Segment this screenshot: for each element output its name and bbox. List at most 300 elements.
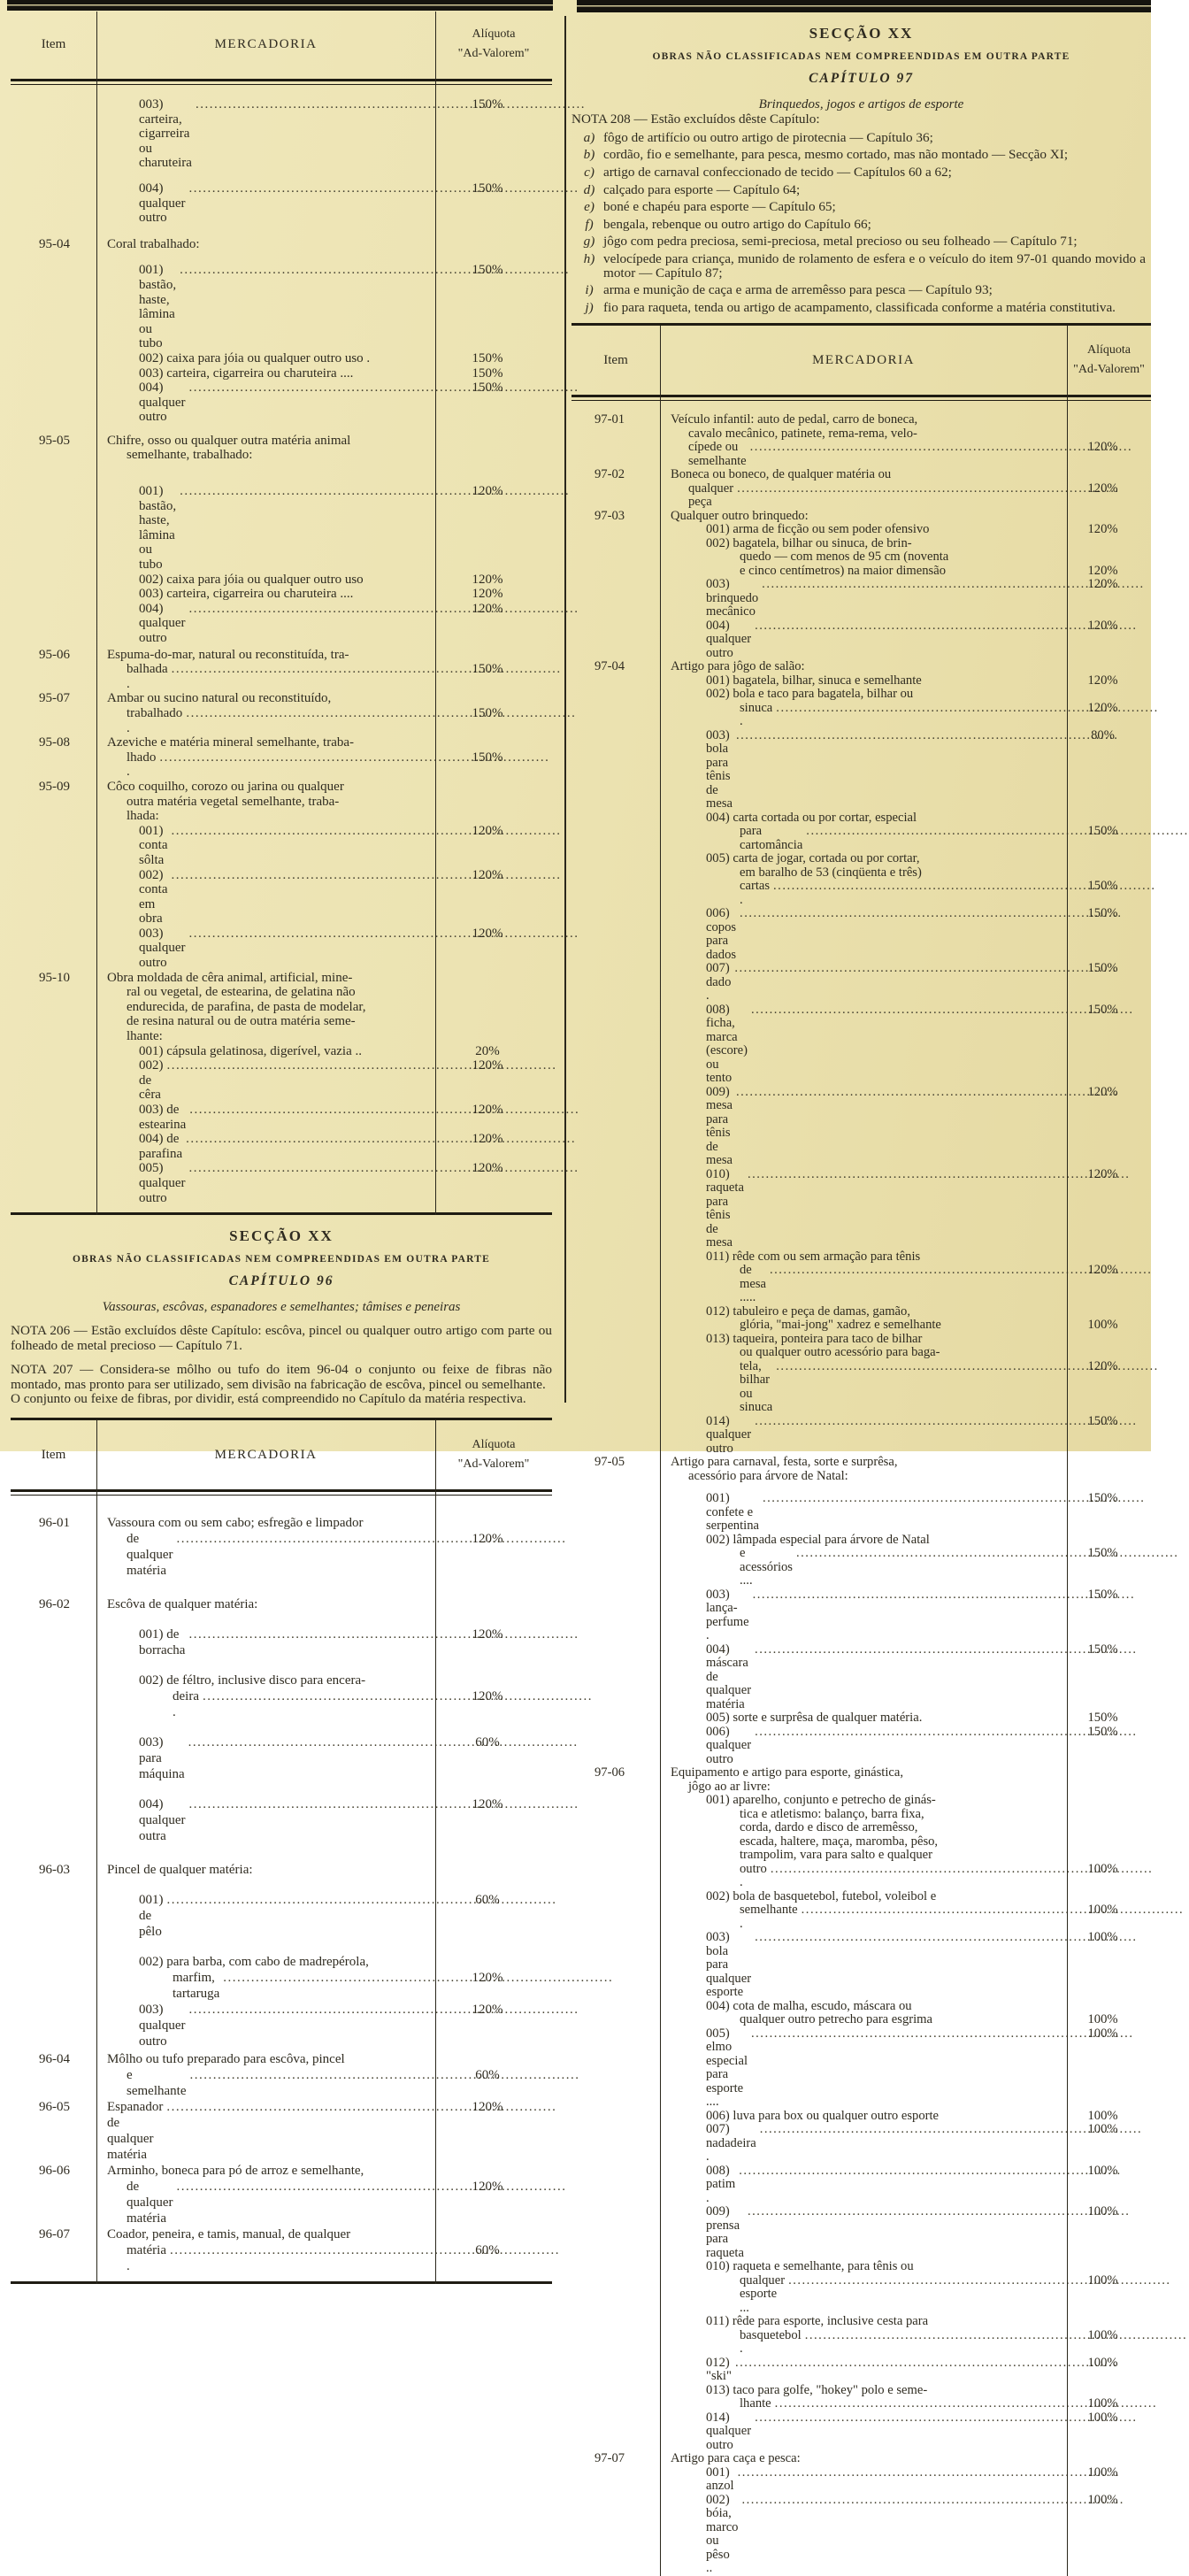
rate-value: 120%	[1087, 618, 1118, 633]
merchandise-text: 003) bola para qualquer esporte	[706, 1930, 755, 2000]
table-row	[571, 907, 1151, 962]
table-row	[11, 1626, 552, 1658]
rate-value: 120%	[472, 1797, 503, 1812]
item-code-empty	[11, 351, 96, 366]
merchandise-cell	[660, 1086, 1067, 1168]
merchandise-cell	[660, 1456, 1067, 1470]
rate-value: 100%	[1087, 2355, 1118, 2370]
table-row	[571, 1360, 1151, 1415]
table-row	[571, 441, 1151, 468]
item-code-empty	[11, 1132, 96, 1161]
item-code: 95-09	[39, 779, 70, 794]
table-row	[571, 2452, 1151, 2466]
item-code: 96-05	[39, 2100, 70, 2115]
table-body	[11, 85, 552, 1205]
excluded-item	[571, 283, 1151, 297]
table-row	[11, 1596, 552, 1612]
item-code-empty	[571, 1492, 660, 1534]
table-row	[11, 648, 552, 663]
rate-value: 100%	[1087, 1861, 1118, 1876]
merchandise-text: Coral trabalhado:	[107, 236, 200, 251]
item-code: 95-05	[39, 433, 70, 448]
item-code-empty	[571, 2411, 660, 2453]
excluded-item	[571, 165, 1151, 180]
excluded-item-letter: h)	[583, 250, 595, 266]
right-column	[571, 12, 1151, 2576]
rate-value: 120%	[1087, 1166, 1118, 1181]
rate-value: 150%	[472, 181, 503, 196]
table-row	[11, 1531, 552, 1579]
merchandise-text: 007) dado .	[706, 961, 735, 1003]
excluded-item	[571, 235, 1151, 249]
rate-value: 150%	[472, 381, 503, 396]
merchandise-cell	[660, 1931, 1067, 2000]
table-header	[571, 327, 1151, 393]
merchandise-text: Veículo infantil: auto de pedal, carro de boneca,	[671, 412, 918, 427]
merchandise-text: 003) para máquina	[139, 1735, 185, 1782]
table-row	[571, 2165, 1151, 2206]
table-row	[571, 1415, 1151, 1457]
merchandise-text: jôgo ao ar livre:	[688, 1779, 771, 1794]
merchandise-cell	[660, 1415, 1067, 1457]
dot-leader	[739, 2165, 1121, 2179]
merchandise-text: Côco coquilho, corozo ou jarina ou qualquer	[107, 779, 344, 794]
merchandise-text: glória, "mai-jong" xadrez e semelhante	[740, 1318, 941, 1333]
table-top-rule	[571, 323, 1151, 326]
table-row	[11, 484, 552, 573]
item-code-empty	[571, 907, 660, 962]
rate-value	[435, 1029, 552, 1044]
merchandise-cell	[660, 482, 1067, 510]
table-row	[11, 2002, 552, 2049]
merchandise-text: 002) de cêra	[139, 1058, 167, 1103]
rate-value	[1067, 537, 1151, 551]
chapter-notes	[11, 1324, 552, 1407]
merchandise-text: 002) para barba, com cabo de madrepérola,	[139, 1955, 369, 1970]
rate-value: 120%	[1087, 700, 1118, 715]
merchandise-text: Qualquer outro brinquedo:	[671, 508, 809, 523]
item-code: 97-06	[594, 1765, 625, 1780]
merchandise-text: 001) de pêlo	[139, 1893, 167, 1940]
merchandise-text: trabalhado .	[127, 705, 187, 735]
rate-value	[1067, 468, 1151, 482]
merchandise-cell	[660, 1333, 1067, 1347]
rate-value: 150%	[1087, 1002, 1118, 1017]
merchandise-text: 005) sorte e surprêsa de qualquer matéria.	[706, 1711, 923, 1726]
rate-value: 120%	[472, 2100, 503, 2115]
merchandise-text: cartas .	[740, 879, 773, 907]
merchandise-text: 002) bola de basquetebol, futebol, voleibol e	[706, 1888, 937, 1903]
tariff-table-chapter-95	[11, 12, 552, 1215]
merchandise-text: tica e atletismo: balanço, barra fixa,	[740, 1806, 924, 1821]
rate-value	[1067, 660, 1151, 674]
rate-value: 150%	[1087, 1491, 1118, 1506]
table-row	[11, 1970, 552, 2002]
item-code-empty	[11, 1044, 96, 1059]
merchandise-text: Coador, peneira, e tamis, manual, de qualquer	[107, 2227, 351, 2242]
rate-value: 120%	[472, 1161, 503, 1176]
merchandise-text: 001) bastão, haste, lâmina ou tubo	[139, 484, 180, 573]
rate-value: 150%	[1087, 1711, 1118, 1726]
merchandise-text: 005) elmo especial para esporte ....	[706, 2026, 751, 2110]
merchandise-text: 002) lâmpada especial para árvore de Natal	[706, 1532, 930, 1547]
table-row	[571, 2397, 1151, 2411]
rate-value: 100%	[1087, 2108, 1118, 2123]
merchandise-cell	[660, 866, 1067, 880]
table-row	[571, 2274, 1151, 2316]
rate-value	[1067, 852, 1151, 866]
column-header-rate	[435, 25, 552, 64]
rate-value: 100%	[1087, 2204, 1118, 2219]
merchandise-text: 001) confete e serpentina	[706, 1491, 759, 1534]
merchandise-cell	[660, 550, 1067, 565]
table-row	[11, 1000, 552, 1015]
rate-value	[1067, 1849, 1151, 1863]
rate-value	[1067, 2452, 1151, 2466]
table-row	[571, 427, 1151, 442]
merchandise-text: corda, dardo e disco de arremêsso,	[740, 1820, 918, 1835]
item-code-empty	[11, 587, 96, 602]
table-row	[571, 1863, 1151, 1890]
merchandise-cell	[96, 795, 435, 810]
merchandise-text: 002) caixa para jóia ou qualquer outro uso	[139, 572, 364, 587]
merchandise-text: outro .	[740, 1861, 771, 1890]
excluded-item-letter: g)	[583, 234, 595, 250]
rate-value	[435, 648, 552, 663]
rate-value: 100%	[1087, 2327, 1118, 2342]
item-code: 97-04	[594, 659, 625, 674]
item-code-empty	[11, 1000, 96, 1015]
merchandise-cell	[660, 2411, 1067, 2453]
merchandise-cell	[660, 2205, 1067, 2260]
merchandise-text: 006) qualquer outro	[706, 1724, 755, 1766]
merchandise-text: lhado .	[127, 750, 160, 780]
rate-value: 120%	[472, 1532, 503, 1547]
table-row	[571, 2494, 1151, 2576]
table-row	[571, 1547, 1151, 1588]
item-code-empty	[571, 702, 660, 729]
rate-value	[435, 795, 552, 810]
merchandise-text: outra matéria vegetal semelhante, traba-	[127, 794, 340, 809]
item-code-empty	[571, 2110, 660, 2124]
item-code-empty	[571, 825, 660, 852]
merchandise-cell	[96, 691, 435, 706]
merchandise-text: 011) rêde com ou sem armação para tênis	[706, 1249, 921, 1264]
merchandise-cell	[96, 1796, 435, 1844]
merchandise-text: 002) conta em obra	[139, 867, 172, 927]
section-subtitle: OBRAS NÃO CLASSIFICADAS NEM COMPREENDIDAS EM OUTRA PARTE	[652, 51, 1070, 62]
merchandise-text: Chifre, osso ou qualquer outra matéria animal	[107, 433, 351, 448]
merchandise-text: sinuca .	[740, 700, 776, 729]
excluded-item	[571, 131, 1151, 145]
rate-value	[1067, 1534, 1151, 1548]
merchandise-cell	[660, 852, 1067, 866]
item-code-empty	[571, 2315, 660, 2329]
column-header-merchandise: MERCADORIA	[214, 1447, 318, 1462]
table-row	[11, 587, 552, 602]
chapter-subtitle: Brinquedos, jogos e artigos de esporte	[758, 97, 964, 111]
table-row	[571, 2013, 1151, 2027]
item-code-empty	[11, 573, 96, 588]
table-row	[571, 852, 1151, 866]
table-row	[11, 795, 552, 810]
merchandise-cell	[660, 1766, 1067, 1780]
header-double-rule	[11, 79, 552, 85]
dot-leader	[735, 2357, 1117, 2371]
rate-value	[435, 1954, 552, 1970]
merchandise-text: 002) bagatela, bilhar ou sinuca, de brin-	[706, 535, 912, 550]
rate-value	[1067, 1808, 1151, 1822]
table-row	[571, 825, 1151, 852]
item-code-empty	[11, 2002, 96, 2049]
rate-value	[1067, 550, 1151, 565]
item-code-empty	[571, 1821, 660, 1835]
excluded-item	[571, 148, 1151, 162]
table-row	[571, 1470, 1151, 1484]
merchandise-cell	[660, 1250, 1067, 1265]
item-code-empty	[571, 550, 660, 565]
table-row	[571, 619, 1151, 661]
item-code-empty	[571, 2013, 660, 2027]
column-header-item: Item	[41, 1447, 66, 1462]
merchandise-cell	[660, 523, 1067, 537]
merchandise-text: 001) bagatela, bilhar, sinuca e semelhante	[706, 673, 922, 688]
table-row	[571, 1333, 1151, 1347]
excluded-item-text: calçado para esporte — Capítulo 64;	[603, 181, 801, 197]
merchandise-cell	[96, 985, 435, 1000]
table-row	[11, 1954, 552, 1970]
item-code-empty	[11, 2242, 96, 2274]
table-row	[571, 2357, 1151, 2384]
item-code-empty	[11, 484, 96, 573]
table-row	[571, 1643, 1151, 1712]
rate-value: 60%	[475, 2243, 500, 2258]
merchandise-cell	[96, 602, 435, 646]
merchandise-text: 001) anzol	[706, 2465, 734, 2494]
merchandise-cell	[96, 706, 435, 735]
rate-value: 100%	[1087, 1930, 1118, 1945]
merchandise-cell	[660, 2013, 1067, 2027]
merchandise-text: endurecida, de parafina, de pasta de modelar,	[127, 999, 366, 1014]
merchandise-cell	[660, 2466, 1067, 2494]
merchandise-text: 003) qualquer outro	[139, 2003, 189, 2049]
merchandise-text: 012) tabuleiro e peça de damas, gamão,	[706, 1303, 910, 1319]
table-row	[571, 550, 1151, 565]
table-row	[571, 1780, 1151, 1795]
item-code-empty	[571, 2357, 660, 2384]
table-bottom-rule	[11, 2281, 552, 2284]
table-bottom-rule	[11, 1212, 552, 1215]
excluded-item-letter: a)	[583, 129, 595, 145]
merchandise-cell	[660, 2027, 1067, 2110]
rate-value: 120%	[472, 1627, 503, 1642]
merchandise-text: qualquer esporte ...	[740, 2272, 788, 2315]
item-code: 96-03	[39, 1863, 70, 1878]
chapter-notes	[571, 112, 1151, 127]
column-header-item: Item	[603, 352, 628, 367]
merchandise-cell	[660, 1264, 1067, 1305]
rate-value	[435, 2163, 552, 2179]
rate-value	[435, 1014, 552, 1029]
rate-value: 100%	[1087, 2163, 1118, 2178]
rate-value	[435, 2226, 552, 2242]
merchandise-text: e semelhante	[127, 2068, 187, 2099]
item-code: 96-07	[39, 2227, 70, 2242]
table-row	[571, 1849, 1151, 1863]
merchandise-text: 003) carteira, cigarreira ou charuteira ....	[139, 365, 354, 381]
table-row	[11, 1058, 552, 1103]
merchandise-text: 011) rêde para esporte, inclusive cesta para	[706, 2314, 929, 2329]
item-code-empty	[571, 2466, 660, 2494]
merchandise-cell	[660, 1890, 1067, 1904]
item-code-empty	[571, 1003, 660, 1086]
dot-leader	[736, 729, 1118, 743]
rate-value	[1067, 1470, 1151, 1484]
item-code: 95-10	[39, 970, 70, 985]
item-code-empty	[571, 578, 660, 619]
rate-value: 120%	[472, 1971, 503, 1986]
dot-leader	[734, 962, 1116, 976]
merchandise-text: 002) bola e taco para bagatela, bilhar ou	[706, 687, 914, 702]
table-row	[11, 602, 552, 646]
item-code-empty	[11, 662, 96, 691]
merchandise-text: Vassoura com ou sem cabo; esfregão e limpador	[107, 1516, 364, 1531]
rate-value	[1067, 2384, 1151, 2398]
table-row	[11, 1688, 552, 1720]
excluded-items-list	[571, 131, 1151, 315]
table-row	[571, 674, 1151, 688]
rate-value	[1067, 2260, 1151, 2274]
table-row	[571, 688, 1151, 702]
table-row	[11, 735, 552, 750]
rate-value	[1067, 1346, 1151, 1360]
table-row	[11, 1892, 552, 1940]
table-row	[11, 662, 552, 691]
merchandise-text: 004) cota de malha, escudo, máscara ou	[706, 1998, 912, 2013]
merchandise-text: 001) bastão, haste, lâmina ou tubo	[139, 263, 180, 351]
table-row	[11, 2242, 552, 2274]
item-code-empty	[11, 1734, 96, 1782]
column-header-item: Item	[41, 36, 66, 51]
rate-value: 120%	[1087, 481, 1118, 496]
merchandise-cell	[96, 735, 435, 750]
merchandise-cell	[96, 1734, 435, 1782]
merchandise-cell	[96, 971, 435, 986]
item-code-empty	[571, 1415, 660, 1457]
merchandise-text: 001) conta sôlta	[139, 823, 172, 867]
table-row	[571, 880, 1151, 907]
table-row	[571, 1794, 1151, 1808]
table-row	[11, 809, 552, 824]
merchandise-text: 012) "ski"	[706, 2355, 733, 2384]
table-row	[11, 971, 552, 986]
merchandise-cell	[96, 1044, 435, 1059]
rate-value: 150%	[1087, 1724, 1118, 1739]
table-rule-item	[96, 1420, 97, 2284]
table-row	[11, 97, 552, 171]
item-code-empty	[571, 1250, 660, 1265]
table-row	[11, 2099, 552, 2163]
rate-value: 100%	[1087, 1903, 1118, 1918]
rate-header-line1: Alíquota	[1087, 343, 1131, 358]
rate-value: 120%	[472, 587, 503, 602]
item-code-empty	[571, 674, 660, 688]
table-row	[571, 1766, 1151, 1780]
rate-value	[435, 691, 552, 706]
rate-value: 60%	[475, 1893, 500, 1908]
rate-value	[435, 1000, 552, 1015]
merchandise-text: 003) de estearina	[139, 1103, 187, 1132]
rate-value: 120%	[1087, 440, 1118, 455]
table-row	[11, 263, 552, 351]
excluded-item	[571, 200, 1151, 214]
table-row	[571, 537, 1151, 551]
merchandise-text: deira .	[173, 1689, 203, 1720]
item-code-empty	[571, 1168, 660, 1250]
rate-value	[435, 2051, 552, 2067]
rate-value: 60%	[475, 2068, 500, 2083]
merchandise-text: 003) bola para tênis de mesa	[706, 727, 734, 811]
item-code-empty	[571, 537, 660, 551]
merchandise-cell	[660, 2384, 1067, 2398]
rate-value: 120%	[472, 926, 503, 941]
excluded-item-text: jôgo com pedra preciosa, semi-preciosa, metal precioso ou seu folheado — Capítulo 71;	[603, 234, 1078, 250]
item-code-empty	[11, 868, 96, 927]
rate-value: 150%	[472, 350, 503, 365]
table-row	[571, 2123, 1151, 2165]
merchandise-cell	[660, 2123, 1067, 2165]
merchandise-text: em baralho de 53 (cinqüenta e três)	[740, 865, 922, 880]
merchandise-text: 008) patim .	[706, 2163, 739, 2205]
merchandise-cell	[660, 2494, 1067, 2576]
merchandise-cell	[660, 825, 1067, 852]
table-row	[11, 691, 552, 706]
table-row	[571, 2205, 1151, 2260]
item-code-empty	[11, 985, 96, 1000]
item-code-empty	[571, 1360, 660, 1415]
rate-value: 120%	[472, 1103, 503, 1117]
table-row	[11, 1044, 552, 1059]
merchandise-text: Artigo para jôgo de salão:	[671, 659, 805, 674]
rate-value	[1067, 2000, 1151, 2014]
rate-header-line1: Alíquota	[472, 27, 516, 41]
item-code-empty	[571, 852, 660, 866]
item-code-empty	[571, 1470, 660, 1484]
merchandise-cell	[660, 537, 1067, 551]
merchandise-cell	[96, 1596, 435, 1612]
merchandise-cell	[660, 1492, 1067, 1534]
table-row	[571, 1903, 1151, 1931]
table-row	[11, 2226, 552, 2242]
table-row	[571, 523, 1151, 537]
table-row	[11, 2179, 552, 2226]
merchandise-text: 009) prensa para raqueta	[706, 2204, 744, 2260]
rate-value	[1067, 1333, 1151, 1347]
merchandise-text: marfim, tartaruga	[173, 1971, 220, 2002]
rate-value: 100%	[1087, 2122, 1118, 2137]
merchandise-cell	[660, 1305, 1067, 1319]
table-header	[11, 1422, 552, 1488]
merchandise-cell	[96, 448, 435, 463]
table-row	[11, 706, 552, 735]
merchandise-text: de qualquer matéria	[127, 1532, 177, 1579]
rate-value: 150%	[1087, 961, 1118, 976]
rate-value	[435, 809, 552, 824]
merchandise-cell	[660, 1643, 1067, 1712]
table-row	[571, 2329, 1151, 2357]
merchandise-text: escada, haltere, maça, maromba, pêso,	[740, 1834, 939, 1849]
item-code-empty	[571, 688, 660, 702]
